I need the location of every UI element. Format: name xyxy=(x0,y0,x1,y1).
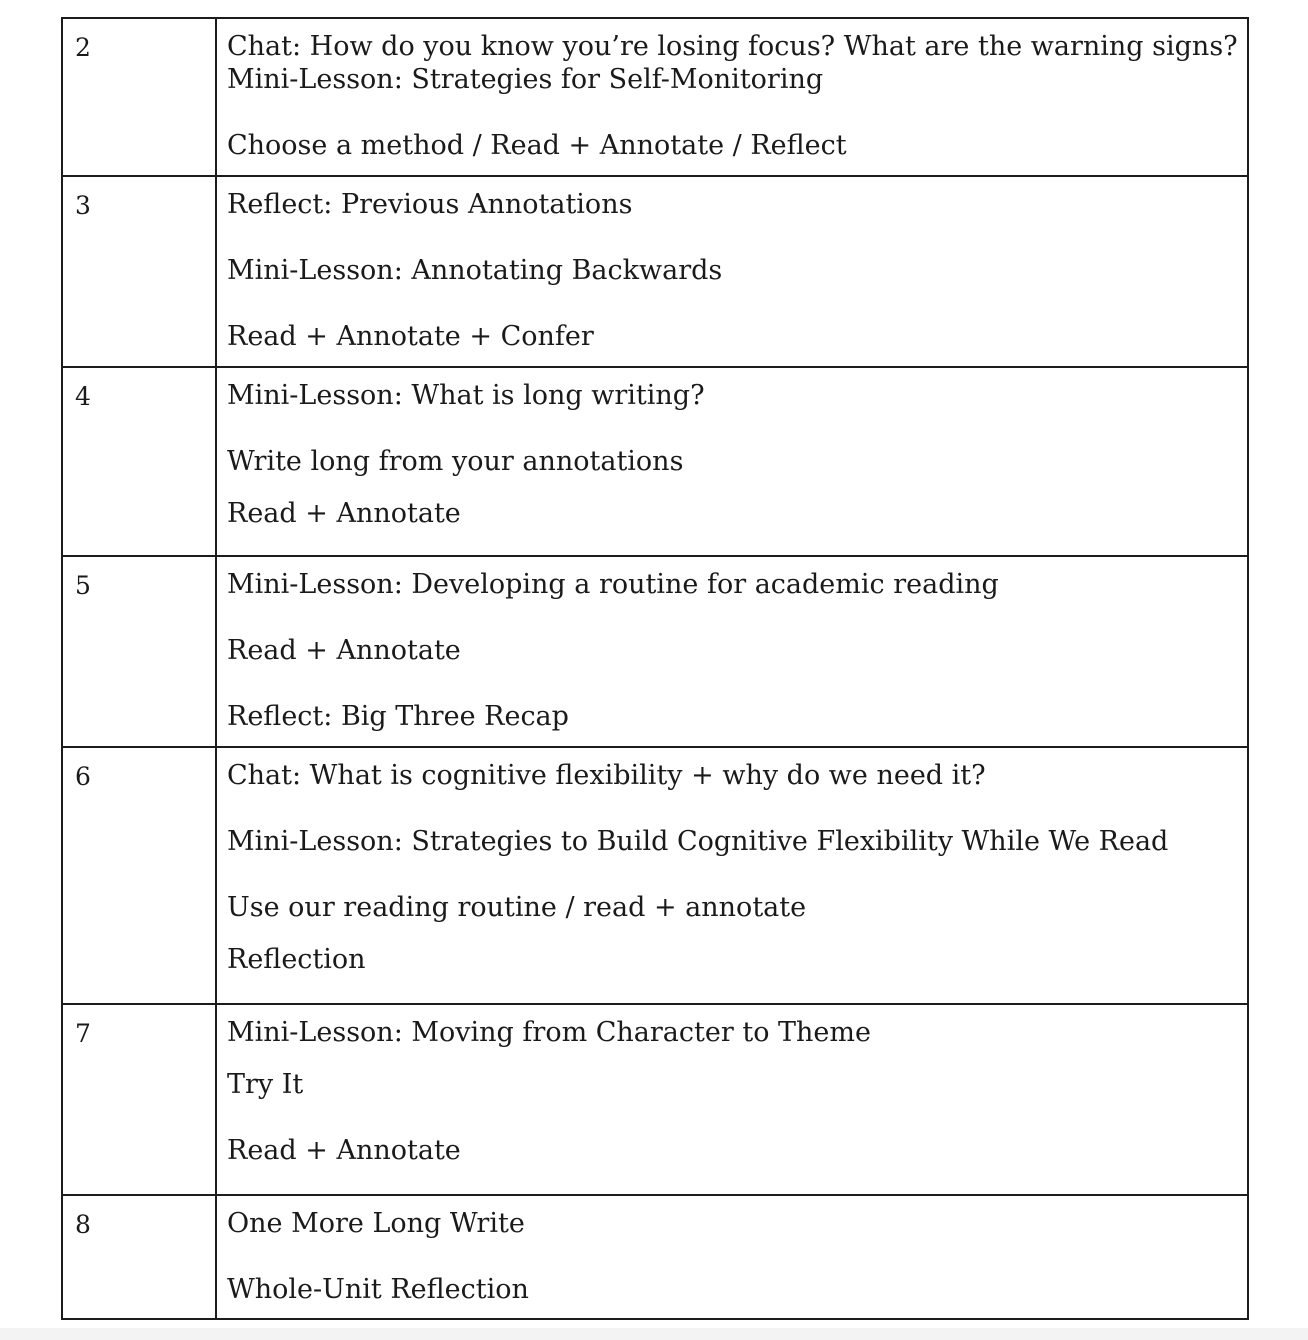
activity-line: Whole-Unit Reflection xyxy=(227,1274,529,1305)
week-number: 7 xyxy=(62,1004,216,1195)
week-activities xyxy=(216,1195,1248,1319)
activity-line: Use our reading routine / read + annotate xyxy=(227,892,807,923)
activity-line: Read + Annotate + Confer xyxy=(227,321,594,352)
activity-line: Reflection xyxy=(227,944,366,975)
table-row xyxy=(62,367,1248,556)
activity-line: Mini-Lesson: Moving from Character to Theme xyxy=(227,1017,871,1048)
activity-line: Chat: How do you know you’re losing focus? What are the warning signs? xyxy=(227,31,1238,62)
week-activities xyxy=(216,18,1248,176)
table-row xyxy=(62,1004,1248,1195)
week-number: 2 xyxy=(62,18,216,176)
table-row xyxy=(62,556,1248,747)
table-row xyxy=(62,1195,1248,1319)
week-activities xyxy=(216,556,1248,747)
activity-line: Mini-Lesson: What is long writing? xyxy=(227,380,705,411)
activity-line: Try It xyxy=(227,1069,304,1100)
activity-line: Mini-Lesson: Strategies for Self-Monitoring xyxy=(227,64,824,95)
activity-line: Reflect: Previous Annotations xyxy=(227,189,633,220)
activity-line: Mini-Lesson: Strategies to Build Cognitive Flexibility While We Read xyxy=(227,826,1169,857)
activity-line: Chat: What is cognitive flexibility + why do we need it? xyxy=(227,760,986,791)
activity-line: Read + Annotate xyxy=(227,1135,461,1166)
week-activities xyxy=(216,1004,1248,1195)
activity-line: Mini-Lesson: Annotating Backwards xyxy=(227,255,723,286)
week-activities xyxy=(216,747,1248,1004)
table-row xyxy=(62,176,1248,367)
week-number: 6 xyxy=(62,747,216,1004)
page-bottom-edge xyxy=(0,1328,1308,1340)
week-number: 8 xyxy=(62,1195,216,1319)
activity-line: One More Long Write xyxy=(227,1208,525,1239)
week-number: 4 xyxy=(62,367,216,556)
table-row xyxy=(62,747,1248,1004)
activity-line: Mini-Lesson: Developing a routine for academic reading xyxy=(227,569,999,600)
activity-line: Choose a method / Read + Annotate / Reflect xyxy=(227,130,847,161)
table-row xyxy=(62,18,1248,176)
week-number: 5 xyxy=(62,556,216,747)
activity-line: Write long from your annotations xyxy=(227,446,684,477)
week-activities xyxy=(216,367,1248,556)
schedule-table xyxy=(61,17,1249,1320)
activity-line: Reflect: Big Three Recap xyxy=(227,701,569,732)
activity-line: Read + Annotate xyxy=(227,498,461,529)
week-activities xyxy=(216,176,1248,367)
activity-line: Read + Annotate xyxy=(227,635,461,666)
week-number: 3 xyxy=(62,176,216,367)
